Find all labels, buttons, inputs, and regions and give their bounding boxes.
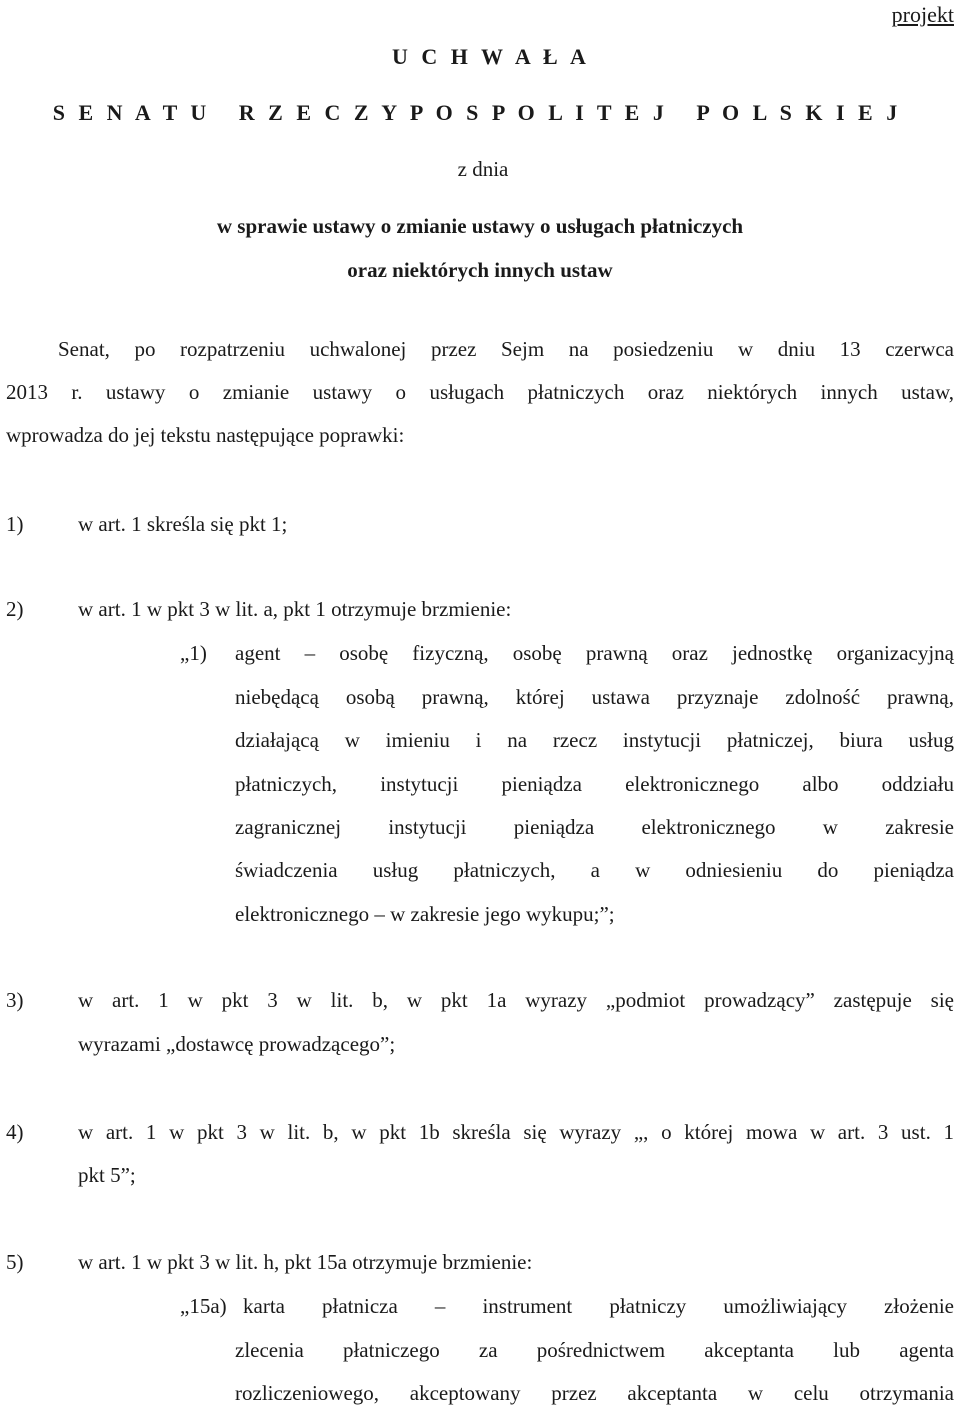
senate-title: S E N A T U R Z E C Z Y P O S P O L I T E J P O L S K I E J (52, 100, 902, 125)
subject-line-1: w sprawie ustawy o zmianie ustawy o usługach płatniczych (216, 214, 744, 238)
amendment-2-quote-line: świadczenia usług płatniczych, a w odniesieniu do pieniądza (235, 858, 954, 882)
intro-line-3: wprowadza do jej tekstu następujące poprawki: (6, 423, 405, 447)
amendment-3-line: w art. 1 w pkt 3 w lit. b, w pkt 1a wyrazy „podmiot prowadzący” zastępuje się (78, 988, 954, 1012)
amendment-1-number: 1) (6, 512, 24, 536)
intro-line-2: 2013 r. ustawy o zmianie ustawy o usługach płatniczych oraz niektórych innych ustaw, (6, 380, 954, 404)
resolution-title: U C H W A Ł A (392, 44, 590, 69)
amendment-3-line: wyrazami „dostawcę prowadzącego”; (78, 1032, 396, 1056)
amendment-5-text: w art. 1 w pkt 3 w lit. h, pkt 15a otrzymuje brzmienie: (78, 1250, 533, 1274)
subject-line-2: oraz niektórych innych ustaw (347, 258, 613, 282)
intro-line-1: Senat, po rozpatrzeniu uchwalonej przez Sejm na posiedzeniu w dniu 13 czerwca (58, 337, 954, 361)
amendment-4-number: 4) (6, 1120, 24, 1144)
amendment-1-text: w art. 1 skreśla się pkt 1; (78, 512, 288, 536)
amendment-2-quote-line: niebędącą osobą prawną, której ustawa przyznaje zdolność prawną, (235, 685, 954, 709)
amendment-5-quote-line: rozliczeniowego, akceptowany przez akceptanta w celu otrzymania (235, 1381, 954, 1405)
projekt-label: projekt (891, 2, 954, 27)
amendment-2-text: w art. 1 w pkt 3 w lit. a, pkt 1 otrzymuje brzmienie: (78, 597, 512, 621)
amendment-5-quote-line: zlecenia płatniczego za pośrednictwem akceptanta lub agenta (235, 1338, 954, 1362)
amendment-5-quote-number: „15a) (180, 1294, 227, 1318)
amendment-2-quote-number: „1) (180, 641, 207, 665)
amendment-2-number: 2) (6, 597, 24, 621)
date-line: z dnia (457, 157, 509, 181)
amendment-3-number: 3) (6, 988, 24, 1012)
amendment-4-line: w art. 1 w pkt 3 w lit. b, w pkt 1b skreśla się wyrazy „, o której mowa w art. 3 ust. 1 (78, 1120, 954, 1144)
amendment-2-quote-line: płatniczych, instytucji pieniądza elektronicznego albo oddziału (235, 772, 954, 796)
amendment-2-quote-line: zagranicznej instytucji pieniądza elektronicznego w zakresie (235, 815, 954, 839)
amendment-2-quote-line: działającą w imieniu i na rzecz instytucji płatniczej, biura usług (235, 728, 954, 752)
amendment-5-number: 5) (6, 1250, 24, 1274)
amendment-2-quote-line: agent – osobę fizyczną, osobę prawną oraz jednostkę organizacyjną (235, 641, 954, 665)
amendment-5-quote-line: karta płatnicza – instrument płatniczy umożliwiający złożenie (243, 1294, 954, 1318)
amendment-2-quote-line: elektronicznego – w zakresie jego wykupu;”; (235, 902, 615, 926)
amendment-4-line: pkt 5”; (78, 1163, 136, 1187)
